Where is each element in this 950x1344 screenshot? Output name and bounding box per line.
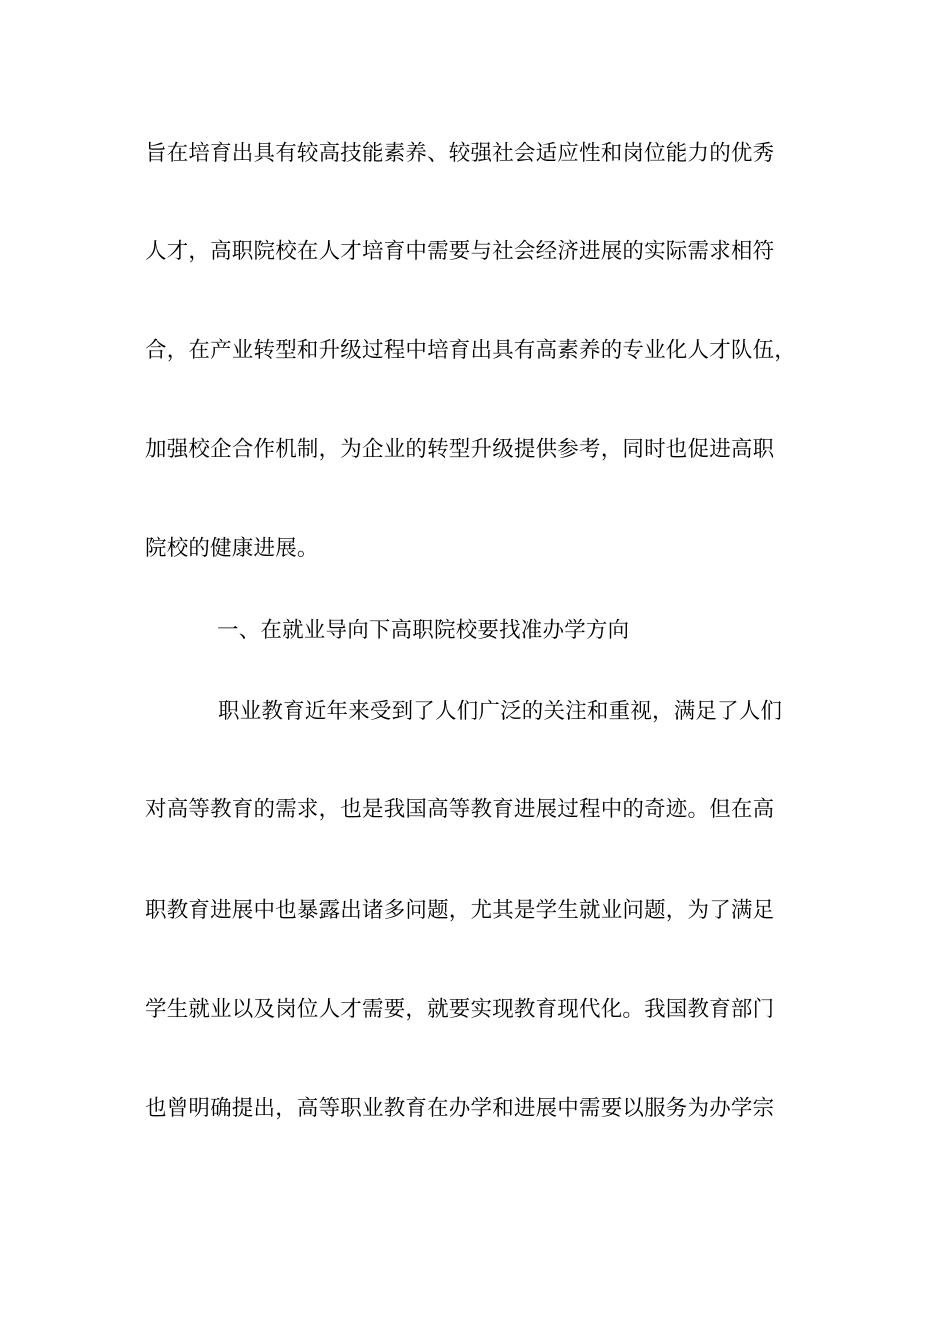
paragraph-line: 对高等教育的需求，也是我国高等教育进展过程中的奇迹。但在高 [145,797,775,822]
paragraph-first-line: 职业教育近年来受到了人们广泛的关注和重视，满足了人们 [218,699,783,724]
body-text-line: 院校的健康进展。 [145,536,319,561]
section-heading: 一、在就业导向下高职院校要找准办学方向 [217,618,630,643]
body-text-line: 合，在产业转型和升级过程中培育出具有高素养的专业化人才队伍， [145,338,797,363]
paragraph-line: 也曾明确提出，高等职业教育在办学和进展中需要以服务为办学宗 [145,1096,775,1121]
paragraph-line: 学生就业以及岗位人才需要，就要实现教育现代化。我国教育部门 [145,997,775,1022]
paragraph-line: 职教育进展中也暴露出诸多问题，尤其是学生就业问题，为了满足 [145,898,775,923]
body-text-line: 人才，高职院校在人才培育中需要与社会经济进展的实际需求相符 [145,239,775,264]
body-text-line: 旨在培育出具有较高技能素养、较强社会适应性和岗位能力的优秀 [145,141,775,166]
body-text-line: 加强校企合作机制，为企业的转型升级提供参考，同时也促进高职 [145,437,775,462]
